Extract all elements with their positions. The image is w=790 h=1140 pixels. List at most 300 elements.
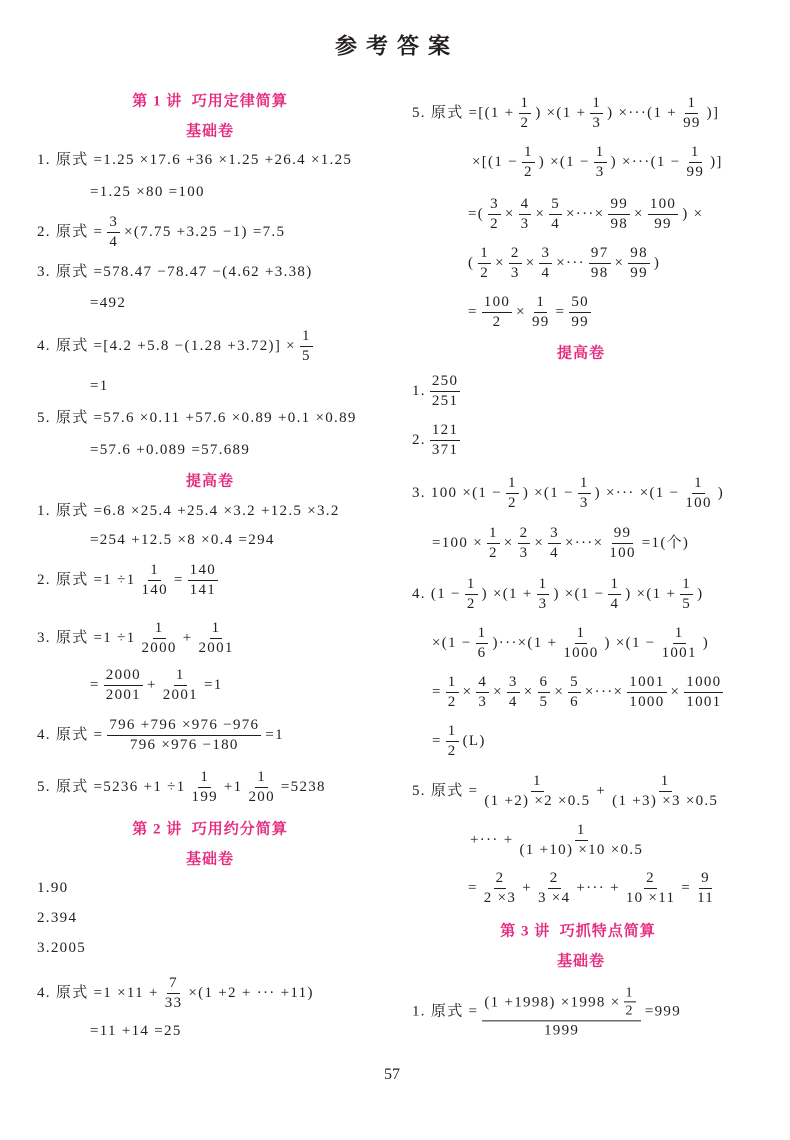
expression-text: 1.90 (37, 879, 69, 896)
fraction-numerator: 1 (659, 773, 672, 792)
fraction-denominator: 5 (301, 347, 311, 364)
expression-text: 3.2005 (37, 939, 87, 956)
expression-text: × (495, 254, 505, 271)
fraction-numerator: 1 (519, 95, 532, 114)
fraction-numerator: 100 (482, 294, 512, 313)
fraction-denominator: 4 (508, 693, 518, 710)
fraction-denominator: 251 (431, 392, 459, 409)
answer-line (90, 295, 126, 312)
fraction-numerator: 3 (539, 245, 552, 264)
fraction-denominator: 2001 (162, 686, 198, 703)
answer-line (90, 442, 250, 459)
fraction-denominator: 3 (510, 264, 520, 281)
fraction-denominator: 99 (686, 163, 705, 180)
fraction-numerator: 1 (465, 576, 478, 595)
fraction (188, 562, 218, 598)
expression-text: =1.25 ×80 =100 (90, 183, 205, 200)
fraction-numerator: 121 (430, 422, 460, 441)
fraction (627, 674, 666, 710)
answer-line (37, 940, 86, 957)
expression-text: 1. 原式 = (412, 1003, 479, 1020)
expression-text: ) ×(1 − (604, 634, 656, 651)
fraction-numerator: 1 (590, 95, 603, 114)
page-title: 参考答案 (334, 33, 460, 59)
fraction (561, 625, 600, 661)
fraction (695, 870, 716, 906)
expression-text: ×[(1 − (472, 153, 518, 170)
expression-text: ) ×(1 + (535, 104, 587, 121)
fraction (517, 822, 645, 858)
expression-text: 1. (412, 382, 426, 399)
expression-text: 5. 原式 =[(1 + (412, 104, 515, 121)
fraction (624, 985, 636, 1019)
fraction (608, 576, 621, 612)
expression-text: )] (710, 153, 723, 170)
fraction-denominator: 98 (610, 215, 629, 232)
fraction-denominator: 1001 (661, 644, 697, 661)
fraction (590, 95, 603, 131)
fraction-numerator: 1 (478, 245, 491, 264)
expression-text: × (554, 683, 565, 700)
answer-line (37, 214, 285, 250)
fraction-numerator: 98 (628, 245, 650, 264)
answer-line (468, 870, 720, 906)
fraction-denominator: 2 (466, 595, 476, 612)
expression-text: =57.6 +0.089 =57.689 (90, 441, 251, 458)
fraction (487, 525, 500, 561)
fraction-numerator: 2 (494, 870, 507, 889)
fraction-numerator: 5 (568, 674, 581, 693)
expression-text: =5238 (280, 778, 326, 795)
fraction-denominator: 4 (610, 595, 620, 612)
fraction (685, 144, 707, 180)
fraction-denominator: 99 (630, 264, 648, 281)
section-label-basic: 基础卷 (185, 851, 235, 868)
fraction (660, 625, 699, 661)
expression-text: + (182, 629, 193, 646)
expression-text: ) (697, 585, 704, 602)
fraction (519, 95, 532, 131)
lecture-heading: 第 2 讲 巧用约分简算 (132, 821, 288, 838)
fraction (140, 562, 170, 598)
fraction (548, 525, 561, 561)
expression-text: 4. 原式 =[4.2 +5.8 −(1.28 +3.72)] × (37, 337, 296, 354)
answer-line (37, 620, 240, 656)
answer-line (90, 1023, 182, 1040)
fraction-numerator: 1 (255, 769, 268, 788)
fraction (478, 245, 491, 281)
fraction-numerator: 1 (608, 576, 621, 595)
fraction (608, 196, 630, 232)
expression-text: ×(1 − (432, 634, 472, 651)
fraction (624, 870, 677, 906)
answer-line (90, 378, 109, 395)
expression-text: + (522, 879, 532, 896)
fraction-numerator: 3 (488, 196, 501, 215)
answer-line (468, 196, 703, 232)
expression-text: =11 +14 =25 (90, 1022, 182, 1039)
expression-text: 2. 原式 = (37, 223, 104, 240)
expression-text: = (468, 303, 478, 320)
fraction-denominator: 2 ×3 (483, 889, 517, 906)
answer-line (37, 152, 352, 169)
fraction-numerator: 1 (534, 294, 547, 313)
expression-text: 1. 原式 =6.8 ×25.4 +25.4 ×3.2 +12.5 ×3.2 (37, 502, 340, 519)
fraction-numerator: 9 (699, 870, 712, 889)
fraction-numerator: 1 (148, 562, 161, 581)
expression-text: ×··· (556, 254, 585, 271)
fraction (430, 422, 460, 458)
fraction-numerator: 140 (188, 562, 218, 581)
section-label-advanced: 提高卷 (556, 345, 606, 362)
fraction-denominator: 140 (141, 581, 168, 598)
answer-line (37, 975, 314, 1011)
fraction-numerator: 1 (446, 674, 459, 693)
fraction-denominator: 2 (508, 494, 517, 511)
fraction-numerator: 2 (509, 245, 522, 264)
expression-text: 2. 原式 =1 ÷1 (37, 571, 136, 588)
fraction-denominator: 4 (541, 264, 551, 281)
fraction-denominator: 99 (654, 215, 672, 232)
expression-text: 3. 原式 =578.47 −78.47 −(4.62 +3.38) (37, 263, 313, 280)
fraction-denominator: 796 ×976 −180 (129, 736, 239, 753)
fraction (161, 667, 200, 703)
fraction (683, 475, 713, 511)
fraction-denominator: 5 (682, 595, 692, 612)
expression-text: )···×(1 + (492, 634, 558, 651)
answer-line (412, 576, 703, 612)
expression-text: × (634, 205, 644, 222)
fraction-denominator: 2001 (198, 639, 234, 656)
fraction-numerator: 1 (531, 773, 544, 792)
fraction-numerator: 3 (507, 674, 520, 693)
answer-line (412, 773, 724, 809)
fraction-numerator: 1 (174, 667, 187, 686)
fraction-numerator: 1 (575, 625, 588, 644)
fraction-denominator: 2 (523, 163, 533, 180)
fraction-denominator: 11 (697, 889, 715, 906)
fraction (482, 985, 641, 1038)
fraction (482, 294, 512, 330)
expression-text: ×···× (584, 683, 624, 700)
fraction-denominator: 199 (191, 788, 218, 805)
expression-text: ) (653, 254, 661, 271)
fraction-denominator: 200 (248, 788, 275, 805)
fraction-numerator: 4 (519, 196, 532, 215)
fraction-numerator: 1 (198, 769, 211, 788)
fraction-denominator: 3 (478, 693, 488, 710)
fraction (536, 870, 572, 906)
fraction-denominator: 2 (492, 313, 502, 330)
fraction-denominator: 3 (538, 595, 548, 612)
fraction (488, 196, 501, 232)
fraction-denominator: 99 (683, 114, 701, 131)
expression-text: = (432, 683, 442, 700)
fraction-numerator: 2000 (104, 667, 143, 686)
fraction-numerator: 1 (689, 144, 702, 163)
expression-text: = (555, 303, 566, 320)
section-label-basic: 基础卷 (185, 123, 235, 140)
answer-line (37, 410, 357, 427)
fraction-numerator: 1 (506, 475, 519, 494)
fraction-numerator: 97 (589, 245, 611, 264)
expression-text: ) (717, 484, 725, 501)
fraction (446, 723, 459, 759)
fraction-numerator: 1000 (684, 674, 723, 693)
expression-text: × (670, 683, 681, 700)
fraction-denominator: 2 (520, 114, 530, 131)
expression-text: × (534, 534, 545, 551)
fraction (482, 773, 592, 809)
expression-text: 1. 原式 =1.25 ×17.6 +36 ×1.25 +26.4 ×1.25 (37, 151, 353, 168)
answer-line (37, 264, 313, 281)
expression-text: +1 (223, 778, 243, 795)
fraction-numerator: 2 (548, 870, 561, 889)
fraction-numerator: 1 (487, 525, 500, 544)
expression-text: =999 (644, 1003, 682, 1020)
fraction-denominator: 2 (447, 693, 457, 710)
fraction-denominator: 2 (490, 215, 499, 232)
fraction (519, 196, 532, 232)
expression-text: 2.394 (37, 909, 78, 926)
expression-text: ) ×···(1 + (607, 104, 678, 121)
fraction (538, 674, 551, 710)
fraction-numerator: 5 (549, 196, 562, 215)
fraction-denominator: 371 (431, 441, 459, 458)
fraction-numerator: 250 (430, 373, 460, 392)
fraction-numerator: 1 (522, 144, 535, 163)
expression-text: 3. 原式 =1 ÷1 (37, 629, 136, 646)
answer-line (37, 562, 222, 598)
fraction-denominator: 1000 (563, 644, 599, 661)
fraction (163, 975, 185, 1011)
fraction-denominator: 3 (579, 494, 589, 511)
expression-text: × (503, 534, 514, 551)
expression-text: ×(7.75 +3.25 −1) =7.5 (124, 223, 286, 240)
expression-text: =100 × (432, 534, 483, 551)
fraction-denominator: 1001 (686, 693, 722, 710)
fraction-denominator: 5 (539, 693, 549, 710)
fraction-denominator: 141 (189, 581, 217, 598)
fraction-denominator: 6 (570, 693, 579, 710)
answer-line (412, 422, 464, 458)
fraction-numerator: 1 (153, 620, 166, 639)
fraction (607, 525, 637, 561)
fraction (246, 769, 276, 805)
fraction (140, 620, 179, 656)
page-number: 57 (384, 1066, 400, 1083)
expression-text: 5. 原式 =57.6 ×0.11 +57.6 ×0.89 +0.1 ×0.89 (37, 409, 357, 426)
fraction-numerator: 1 (446, 723, 459, 742)
expression-text: × (504, 205, 515, 222)
fraction-denominator: 4 (551, 215, 561, 232)
fraction-numerator: 50 (569, 294, 591, 313)
fraction (190, 769, 220, 805)
expression-text: ×···× (566, 205, 605, 222)
answer-line (37, 880, 68, 897)
fraction (482, 870, 518, 906)
expression-text: = (468, 879, 478, 896)
fraction (430, 373, 460, 409)
fraction (465, 576, 478, 612)
expression-text: × (493, 683, 503, 700)
expression-text: × (462, 683, 473, 700)
fraction-denominator: 2 (447, 742, 457, 759)
fraction (518, 525, 531, 561)
fraction-denominator: 99 (531, 313, 550, 330)
fraction-numerator: 1 (624, 985, 636, 1002)
lecture-heading: 第 1 讲 巧用定律简算 (132, 93, 288, 110)
expression-text: 4. 原式 = (37, 726, 104, 743)
expression-text: (1 +1998) ×1998 × (484, 994, 621, 1010)
expression-text: = (90, 676, 100, 693)
fraction-numerator: 1 (300, 328, 313, 347)
expression-text: ×···× (564, 534, 604, 551)
expression-text: ) ×··· ×(1 − (594, 484, 680, 501)
fraction-denominator: (1 +2) ×2 ×0.5 (484, 792, 591, 809)
fraction (569, 294, 591, 330)
answer-line (37, 910, 77, 927)
section-label-advanced: 提高卷 (185, 473, 235, 490)
fraction (589, 245, 611, 281)
answer-line (37, 328, 317, 364)
expression-text: ) ×(1 − (538, 153, 590, 170)
section-label-basic: 基础卷 (556, 953, 606, 970)
fraction (530, 294, 552, 330)
fraction-numerator: 2 (644, 870, 657, 889)
expression-text: =1 (203, 676, 223, 693)
fraction-denominator: 99 (571, 313, 589, 330)
fraction-denominator: 4 (550, 544, 559, 561)
lecture-heading: 第 3 讲 巧抓特点简算 (500, 923, 656, 940)
fraction (568, 674, 581, 710)
fraction-denominator: 2000 (141, 639, 177, 656)
fraction (680, 576, 693, 612)
expression-text: × (614, 254, 625, 271)
fraction-numerator: 3 (107, 214, 120, 233)
fraction (300, 328, 313, 364)
expression-text: ) (702, 634, 710, 651)
expression-text: 4. (1 − (412, 585, 461, 602)
answer-line (37, 717, 284, 753)
fraction-numerator: 99 (608, 196, 630, 215)
fraction-numerator: 1 (680, 576, 693, 595)
answer-line (412, 373, 464, 409)
expression-text: ) × (682, 205, 704, 222)
answer-line (90, 184, 205, 201)
fraction-denominator: 1000 (629, 693, 665, 710)
fraction-denominator: 98 (590, 264, 609, 281)
expression-text: 2. (412, 431, 426, 448)
expression-text: (L) (462, 732, 486, 749)
fraction-numerator: 1 (685, 95, 698, 114)
answer-line (432, 525, 689, 561)
fraction-denominator: 3 (595, 163, 605, 180)
answer-line (37, 503, 340, 520)
fraction (539, 245, 552, 281)
fraction-denominator: 4 (109, 233, 119, 250)
answer-line (37, 769, 326, 805)
fraction (506, 475, 519, 511)
answer-line (432, 674, 727, 710)
expression-text: × (523, 683, 534, 700)
fraction-denominator: (1 +10) ×10 ×0.5 (519, 841, 644, 858)
fraction-denominator: 3 ×4 (537, 889, 571, 906)
expression-text: = (681, 879, 692, 896)
fraction (104, 667, 143, 703)
fraction-denominator: 6 (477, 644, 487, 661)
fraction-denominator: (1 +3) ×3 ×0.5 (612, 792, 719, 809)
expression-text: 4. 原式 =1 ×11 + (37, 984, 159, 1001)
expression-text: ) ×···(1 − (610, 153, 681, 170)
fraction-denominator: 2 (625, 1003, 634, 1019)
fraction (578, 475, 591, 511)
fraction (522, 144, 535, 180)
fraction-numerator: 99 (612, 525, 634, 544)
fraction-numerator (482, 985, 641, 1021)
fraction-numerator: 1 (594, 144, 607, 163)
expression-text: =254 +12.5 ×8 ×0.4 =294 (90, 531, 275, 548)
answer-line (90, 532, 275, 549)
fraction-denominator: 10 ×11 (625, 889, 676, 906)
expression-text: =1(个) (641, 534, 690, 551)
answer-line (90, 667, 223, 703)
fraction (509, 245, 522, 281)
fraction (648, 196, 678, 232)
expression-text: ×(1 +2 + ··· +11) (188, 984, 314, 1001)
fraction (107, 214, 120, 250)
expression-text: 5. 原式 = (412, 782, 479, 799)
fraction-denominator: 2 (488, 544, 498, 561)
fraction-numerator: 3 (548, 525, 561, 544)
fraction (107, 717, 261, 753)
fraction (628, 245, 650, 281)
expression-text: + (146, 676, 157, 693)
fraction-denominator: 100 (685, 494, 712, 511)
answer-line (432, 723, 486, 759)
answer-line (468, 245, 660, 281)
expression-text: × (516, 303, 526, 320)
fraction-numerator: 4 (476, 674, 489, 693)
fraction-denominator: 3 (519, 544, 529, 561)
answer-line (412, 985, 681, 1038)
fraction-numerator: 7 (167, 975, 180, 994)
expression-text: = (432, 732, 442, 749)
answer-line (412, 475, 724, 511)
fraction (476, 674, 489, 710)
expression-text: ) ×(1 + (625, 585, 677, 602)
fraction-numerator: 1 (476, 625, 489, 644)
answer-line (472, 144, 723, 180)
fraction-numerator: 1 (210, 620, 223, 639)
fraction (476, 625, 489, 661)
expression-text: =492 (90, 294, 127, 311)
expression-text: 3. 100 ×(1 − (412, 484, 503, 501)
expression-text: ( (468, 254, 475, 271)
fraction (610, 773, 720, 809)
expression-text: × (525, 254, 536, 271)
fraction-denominator: 100 (609, 544, 636, 561)
fraction-numerator: 2 (518, 525, 531, 544)
expression-text: × (535, 205, 546, 222)
expression-text: ) ×(1 − (553, 585, 605, 602)
fraction-numerator: 796 +796 ×976 −976 (107, 717, 261, 736)
answer-line (412, 95, 719, 131)
fraction (537, 576, 550, 612)
fraction-numerator: 100 (648, 196, 678, 215)
fraction (594, 144, 607, 180)
fraction-numerator: 6 (538, 674, 551, 693)
